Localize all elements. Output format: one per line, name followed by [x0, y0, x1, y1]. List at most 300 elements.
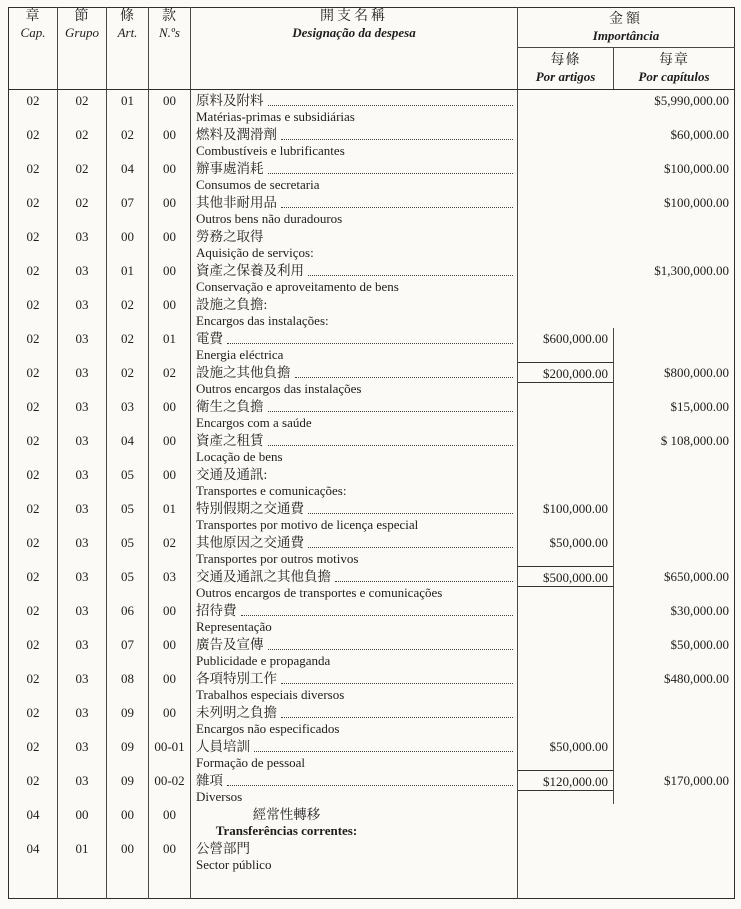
designation-zh-text: 設施之其他負擔 — [196, 365, 291, 380]
designation-zh-text: 未列明之負擔 — [196, 705, 277, 720]
designation-zh-text: 勞務之取得 — [196, 229, 264, 244]
chapter-cell: 02 — [9, 702, 58, 736]
designation-cell — [191, 260, 518, 294]
per-chapter-amount-cell — [614, 226, 735, 260]
table-row — [9, 634, 735, 668]
number-cell: 00 — [149, 294, 191, 328]
per-chapter-amount-cell — [614, 294, 735, 328]
designation-zh-line — [196, 93, 515, 109]
designation-zh-line — [196, 433, 515, 449]
number-cell: 00 — [149, 158, 191, 192]
group-cell: 03 — [58, 566, 107, 600]
designation-zh-line — [196, 841, 515, 857]
table-row — [9, 158, 735, 192]
designation-zh-line — [196, 399, 515, 415]
article-cell: 05 — [107, 464, 149, 498]
table-row — [9, 702, 735, 736]
designation-zh-line — [196, 331, 515, 347]
group-cell: 03 — [58, 328, 107, 362]
per-article-amount — [518, 90, 614, 109]
designation-cell — [191, 532, 518, 566]
per-article-amount-cell — [518, 226, 614, 260]
designation-cell — [191, 600, 518, 634]
article-cell: 00 — [107, 838, 149, 872]
article-cell: 08 — [107, 668, 149, 702]
dotted-leader — [281, 683, 513, 684]
designation-zh-line — [196, 603, 515, 619]
designation-pt-text: Aquisição de serviços: — [196, 245, 314, 260]
number-cell: 02 — [149, 532, 191, 566]
designation-pt-text: Sector público — [196, 857, 272, 872]
per-chapter-amount: $ 108,000.00 — [660, 433, 729, 448]
designation-zh-text: 公營部門 — [196, 841, 250, 856]
article-header-zh: 條 — [120, 9, 135, 24]
designation-zh-line — [196, 501, 515, 517]
designation-zh-line — [196, 195, 515, 211]
spacer-cell — [518, 872, 614, 898]
designation-cell — [191, 158, 518, 192]
spacer-cell — [149, 872, 191, 898]
per-article-amount — [518, 634, 613, 653]
per-chapter-amount-cell — [614, 362, 735, 396]
per-chapter-amount-cell — [614, 260, 735, 294]
designation-cell — [191, 668, 518, 702]
chapter-header-pt: Cap. — [20, 25, 46, 40]
table-row — [9, 192, 735, 226]
group-cell: 03 — [58, 770, 107, 804]
group-cell: 03 — [58, 464, 107, 498]
number-cell: 00 — [149, 464, 191, 498]
designation-cell — [191, 838, 518, 872]
group-cell: 02 — [58, 124, 107, 158]
designation-pt-text: Transportes e comunicações: — [196, 483, 347, 498]
designation-zh-line — [196, 739, 515, 755]
article-cell: 00 — [107, 226, 149, 260]
designation-pt-text: Combustíveis e lubrificantes — [196, 143, 345, 158]
number-cell: 00 — [149, 260, 191, 294]
designation-zh-line — [196, 127, 515, 143]
per-article-amount — [518, 464, 613, 483]
designation-zh-text: 其他原因之交通費 — [196, 535, 304, 550]
number-cell: 00 — [149, 838, 191, 872]
article-header-pt: Art. — [117, 25, 138, 40]
designation-zh-line — [196, 297, 515, 313]
chapter-cell: 02 — [9, 158, 58, 192]
chapter-cell: 02 — [9, 260, 58, 294]
per-article-amount-cell — [518, 260, 614, 294]
table-row — [9, 260, 735, 294]
per-article-amount: $120,000.00 — [518, 771, 613, 791]
group-cell: 03 — [58, 294, 107, 328]
spacer-cell — [9, 872, 58, 898]
per-article-amount-cell — [518, 294, 614, 328]
per-article-amount-cell — [518, 498, 614, 532]
per-article-amount: $100,000.00 — [543, 501, 608, 516]
designation-cell — [191, 362, 518, 396]
designation-header-pt: Designação da despesa — [292, 25, 416, 40]
designation-zh-text: 廣告及宣傳 — [196, 637, 264, 652]
dotted-leader — [281, 207, 513, 208]
group-cell: 03 — [58, 430, 107, 464]
chapter-cell: 02 — [9, 328, 58, 362]
designation-zh-text: 特別假期之交通費 — [196, 501, 304, 516]
per-chapter-amount — [614, 294, 735, 313]
per-chapter-amount: $100,000.00 — [664, 161, 729, 176]
per-article-amount-cell — [518, 668, 614, 702]
dotted-leader — [254, 751, 513, 752]
group-cell: 03 — [58, 396, 107, 430]
designation-cell — [191, 430, 518, 464]
table-row — [9, 668, 735, 702]
per-article-amount-cell — [518, 600, 614, 634]
group-cell: 03 — [58, 668, 107, 702]
designation-zh-line — [196, 365, 515, 381]
per-article-amount — [518, 668, 613, 687]
number-header-zh: 款 — [162, 9, 177, 24]
dotted-leader — [268, 411, 514, 412]
table-row — [9, 498, 735, 532]
per-article-amount: $500,000.00 — [518, 567, 613, 587]
per-chapter-amount: $480,000.00 — [664, 671, 729, 686]
group-header-zh: 節 — [74, 9, 90, 24]
group-cell: 02 — [58, 192, 107, 226]
per-article-amount-cell — [518, 328, 614, 362]
designation-pt-text: Formação de pessoal — [196, 755, 306, 770]
designation-pt-text: Publicidade e propaganda — [196, 653, 331, 668]
per-article-amount: $200,000.00 — [518, 363, 613, 383]
group-cell: 03 — [58, 600, 107, 634]
table-row — [9, 226, 735, 260]
per-article-header-pt: Por artigos — [535, 69, 596, 84]
designation-cell — [191, 634, 518, 668]
designation-zh-line — [196, 671, 515, 687]
chapter-cell: 02 — [9, 668, 58, 702]
designation-pt-text: Energia eléctrica — [196, 347, 284, 362]
designation-pt-text: Conservação e aproveitamento de bens — [196, 279, 399, 294]
designation-zh-line — [196, 535, 515, 551]
group-cell: 03 — [58, 634, 107, 668]
chapter-cell: 02 — [9, 634, 58, 668]
article-cell: 06 — [107, 600, 149, 634]
chapter-cell: 02 — [9, 226, 58, 260]
amount-header-zh: 金額 — [609, 12, 643, 27]
per-chapter-amount — [614, 498, 734, 517]
designation-pt-text: Transportes por motivo de licença especial — [196, 517, 419, 532]
table-row — [9, 124, 735, 158]
per-chapter-amount-cell — [614, 158, 735, 192]
per-article-amount-cell — [518, 430, 614, 464]
article-cell: 04 — [107, 158, 149, 192]
designation-pt-text: Encargos das instalações: — [196, 313, 329, 328]
article-cell: 02 — [107, 294, 149, 328]
group-cell: 03 — [58, 532, 107, 566]
designation-pt-text: Trabalhos especiais diversos — [196, 687, 345, 702]
table-row — [9, 600, 735, 634]
per-article-amount-cell — [518, 838, 614, 872]
table-row — [9, 90, 735, 125]
table-row — [9, 328, 735, 362]
per-chapter-header-pt: Por capítulos — [638, 69, 710, 84]
number-cell: 00 — [149, 804, 191, 838]
table-body — [9, 90, 735, 899]
designation-zh-text: 設施之負擔: — [196, 297, 268, 312]
dotted-leader — [308, 513, 513, 514]
designation-pt-text: Encargos com a saúde — [196, 415, 312, 430]
table-row — [9, 396, 735, 430]
per-article-amount — [518, 804, 614, 823]
article-cell: 05 — [107, 566, 149, 600]
dotted-leader — [295, 377, 514, 378]
per-chapter-amount — [614, 226, 735, 245]
per-chapter-amount: $50,000.00 — [670, 637, 729, 652]
designation-pt-text: Representação — [196, 619, 272, 634]
per-chapter-amount-cell — [614, 736, 735, 770]
designation-cell — [191, 736, 518, 770]
per-chapter-amount-cell — [614, 430, 735, 464]
designation-pt-text: Transferências correntes: — [215, 823, 358, 838]
chapter-cell: 02 — [9, 498, 58, 532]
article-cell: 04 — [107, 430, 149, 464]
col-header-designation — [191, 8, 518, 90]
per-chapter-amount — [614, 736, 734, 755]
chapter-cell: 02 — [9, 464, 58, 498]
designation-cell — [191, 804, 518, 838]
number-cell: 00 — [149, 600, 191, 634]
chapter-cell: 02 — [9, 90, 58, 125]
designation-zh-line — [196, 807, 377, 823]
designation-zh-text: 雜項 — [196, 773, 223, 788]
number-cell: 00 — [149, 430, 191, 464]
dotted-leader — [281, 139, 513, 140]
designation-cell — [191, 226, 518, 260]
per-chapter-amount-cell — [614, 328, 735, 362]
designation-pt-text: Diversos — [196, 789, 243, 804]
group-cell: 02 — [58, 158, 107, 192]
chapter-cell: 02 — [9, 600, 58, 634]
group-cell: 03 — [58, 362, 107, 396]
per-chapter-amount-cell — [614, 396, 735, 430]
article-cell: 02 — [107, 124, 149, 158]
article-cell: 07 — [107, 634, 149, 668]
per-chapter-amount — [614, 532, 734, 551]
col-header-chapter — [9, 8, 58, 90]
designation-cell — [191, 566, 518, 600]
designation-cell — [191, 396, 518, 430]
col-header-amount — [518, 8, 735, 48]
chapter-cell: 04 — [9, 838, 58, 872]
per-article-amount — [518, 396, 613, 415]
per-article-amount — [518, 600, 613, 619]
number-cell: 03 — [149, 566, 191, 600]
designation-zh-text: 招待費 — [196, 603, 237, 618]
per-chapter-amount — [614, 328, 734, 347]
designation-zh-line — [196, 467, 515, 483]
per-chapter-amount: $5,990,000.00 — [654, 93, 729, 108]
article-cell: 09 — [107, 770, 149, 804]
designation-zh-text: 燃料及潤滑劑 — [196, 127, 277, 142]
col-header-number — [149, 8, 191, 90]
chapter-cell: 02 — [9, 362, 58, 396]
per-article-amount — [518, 260, 614, 279]
designation-pt-text: Locação de bens — [196, 449, 283, 464]
dotted-leader — [268, 173, 514, 174]
table-row — [9, 362, 735, 396]
per-chapter-amount-cell — [614, 124, 735, 158]
group-cell: 02 — [58, 90, 107, 125]
per-chapter-amount-cell — [614, 498, 735, 532]
designation-zh-text: 衛生之負擔 — [196, 399, 264, 414]
number-cell: 00-01 — [149, 736, 191, 770]
number-cell: 01 — [149, 328, 191, 362]
per-chapter-amount — [614, 464, 734, 483]
table-row — [9, 804, 735, 838]
group-cell: 03 — [58, 702, 107, 736]
designation-cell — [191, 702, 518, 736]
designation-cell — [191, 464, 518, 498]
number-cell: 00 — [149, 634, 191, 668]
table-row — [9, 736, 735, 770]
designation-zh-text: 辦事處消耗 — [196, 161, 264, 176]
per-chapter-amount-cell — [614, 838, 735, 872]
dotted-leader — [227, 785, 513, 786]
spacer-cell — [107, 872, 149, 898]
spacer-cell — [191, 872, 518, 898]
chapter-cell: 02 — [9, 566, 58, 600]
per-chapter-amount-cell — [614, 90, 735, 125]
per-chapter-amount: $30,000.00 — [670, 603, 729, 618]
col-header-article — [107, 8, 149, 90]
article-cell: 01 — [107, 90, 149, 125]
per-article-amount — [518, 192, 614, 211]
col-header-per-chapter — [614, 48, 735, 90]
per-chapter-amount: $800,000.00 — [664, 365, 729, 380]
designation-cell — [191, 328, 518, 362]
per-chapter-amount — [614, 804, 735, 823]
designation-cell — [191, 294, 518, 328]
designation-zh-text: 原料及附料 — [196, 93, 264, 108]
per-article-amount-cell — [518, 702, 614, 736]
per-article-amount — [518, 702, 613, 721]
number-cell: 02 — [149, 362, 191, 396]
designation-zh-text: 資產之保養及利用 — [196, 263, 304, 278]
per-chapter-amount-cell — [614, 566, 735, 600]
per-chapter-amount — [614, 702, 734, 721]
col-header-group — [58, 8, 107, 90]
per-chapter-amount: $1,300,000.00 — [654, 263, 729, 278]
number-cell: 00 — [149, 396, 191, 430]
table-row — [9, 430, 735, 464]
designation-zh-line — [196, 637, 515, 653]
number-header-pt: N.ºs — [158, 25, 180, 40]
designation-cell — [191, 498, 518, 532]
per-chapter-amount-cell — [614, 532, 735, 566]
dotted-leader — [227, 343, 513, 344]
dotted-leader — [241, 615, 514, 616]
table-row — [9, 532, 735, 566]
number-cell: 00 — [149, 226, 191, 260]
per-article-amount-cell — [518, 192, 614, 226]
per-article-amount-cell — [518, 770, 614, 804]
spacer-cell — [58, 872, 107, 898]
chapter-cell: 02 — [9, 532, 58, 566]
spacer-cell — [614, 872, 735, 898]
article-cell: 01 — [107, 260, 149, 294]
dotted-leader — [268, 105, 514, 106]
per-article-amount-cell — [518, 124, 614, 158]
per-article-amount-cell — [518, 158, 614, 192]
per-chapter-amount-cell — [614, 464, 735, 498]
dotted-leader — [281, 717, 513, 718]
designation-pt-text: Transportes por outros motivos — [196, 551, 359, 566]
per-article-amount — [518, 158, 614, 177]
dotted-leader — [268, 649, 514, 650]
table-row — [9, 566, 735, 600]
group-cell: 01 — [58, 838, 107, 872]
designation-header-zh: 開支名稱 — [320, 9, 388, 24]
per-article-amount — [518, 838, 614, 857]
per-article-header-zh: 每條 — [550, 53, 581, 68]
per-article-amount-cell — [518, 396, 614, 430]
designation-cell — [191, 192, 518, 226]
per-article-amount: $50,000.00 — [549, 739, 608, 754]
per-chapter-amount-cell — [614, 804, 735, 838]
per-chapter-amount: $60,000.00 — [670, 127, 729, 142]
designation-zh-line — [196, 569, 515, 585]
designation-zh-line — [196, 229, 515, 245]
chapter-cell: 02 — [9, 770, 58, 804]
per-chapter-amount-cell — [614, 634, 735, 668]
per-chapter-amount: $650,000.00 — [664, 569, 729, 584]
article-cell: 00 — [107, 804, 149, 838]
number-cell: 00 — [149, 668, 191, 702]
budget-expenditure-table — [8, 7, 735, 899]
amount-header-pt: Importância — [592, 28, 660, 43]
chapter-header-zh: 章 — [25, 9, 41, 24]
number-cell: 00 — [149, 702, 191, 736]
per-chapter-amount-cell — [614, 668, 735, 702]
per-article-amount-cell — [518, 634, 614, 668]
spacer-row — [9, 872, 735, 898]
designation-zh-line — [196, 773, 515, 789]
per-article-amount: $50,000.00 — [549, 535, 608, 550]
per-chapter-amount: $100,000.00 — [664, 195, 729, 210]
number-cell: 00 — [149, 90, 191, 125]
per-article-amount — [518, 124, 614, 143]
dotted-leader — [308, 275, 513, 276]
group-cell: 03 — [58, 226, 107, 260]
per-article-amount-cell — [518, 362, 614, 396]
table-row — [9, 294, 735, 328]
article-cell: 02 — [107, 328, 149, 362]
article-cell: 07 — [107, 192, 149, 226]
chapter-cell: 02 — [9, 430, 58, 464]
designation-zh-line — [196, 263, 515, 279]
number-cell: 00 — [149, 124, 191, 158]
group-cell: 03 — [58, 736, 107, 770]
designation-cell — [191, 124, 518, 158]
designation-zh-text: 資產之租賃 — [196, 433, 264, 448]
col-header-per-article — [518, 48, 614, 90]
per-article-amount: $600,000.00 — [543, 331, 608, 346]
per-article-amount-cell — [518, 736, 614, 770]
scanned-budget-page — [8, 7, 734, 899]
designation-zh-line — [196, 705, 515, 721]
article-cell: 02 — [107, 362, 149, 396]
article-cell: 09 — [107, 736, 149, 770]
article-cell: 05 — [107, 498, 149, 532]
group-header-pt: Grupo — [65, 25, 99, 40]
table-row — [9, 770, 735, 804]
